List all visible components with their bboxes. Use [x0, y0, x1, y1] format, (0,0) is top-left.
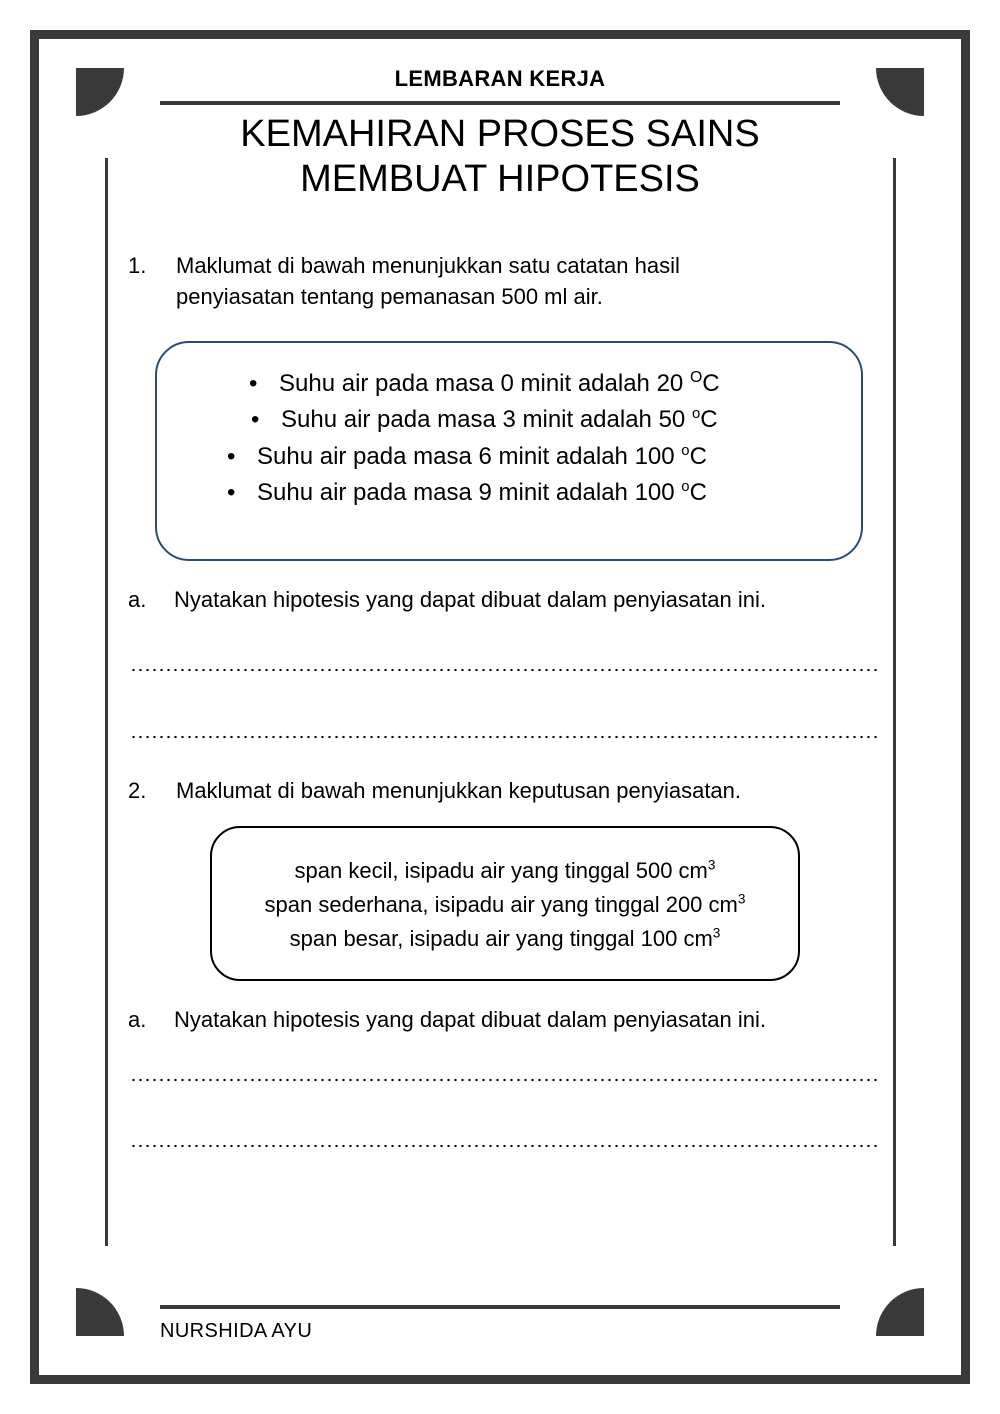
question-2a-text: Nyatakan hipotesis yang dapat dibuat dalam penyiasatan ini. — [174, 1007, 766, 1032]
page-title-line-2: MEMBUAT HIPOTESIS — [300, 157, 700, 200]
question-1-marker: 1. — [128, 253, 147, 278]
degree-symbol: o — [691, 406, 701, 423]
temperature-bullet-list — [227, 366, 720, 512]
result-line: span besar, isipadu air yang tinggal 100 $cm^3$ — [289, 925, 721, 952]
page-title-line-1: KEMAHIRAN PROSES SAINS — [240, 113, 760, 155]
unit-label: C — [700, 406, 718, 434]
question-1a — [128, 584, 868, 615]
question-2a — [128, 1004, 868, 1035]
question-2a-marker: a. — [128, 1007, 147, 1032]
unit-label: C — [689, 442, 707, 470]
list-item-label: Suhu air pada masa 6 minit adalah 100 $^o$C — [257, 442, 707, 470]
result-line: span kecil, isipadu air yang tinggal 500 $cm^3$ — [294, 857, 716, 883]
bullet-icon: • — [227, 479, 236, 507]
degree-symbol: o — [681, 479, 690, 496]
sponge-results-lines — [212, 854, 798, 956]
unit-label: C — [702, 370, 720, 397]
list-item-label: Suhu air pada masa 0 minit adalah 20 $^O$C — [279, 369, 720, 397]
list-item — [249, 366, 720, 402]
list-item — [227, 475, 720, 511]
answer-line[interactable] — [130, 1078, 880, 1082]
answer-line[interactable] — [130, 668, 880, 672]
list-item — [227, 439, 720, 475]
unit-label: C — [689, 479, 707, 507]
superscript-three: 3 — [712, 925, 721, 941]
list-item — [251, 402, 720, 438]
question-1a-text: Nyatakan hipotesis yang dapat dibuat dalam penyiasatan ini. — [174, 587, 766, 612]
question-2-text: Maklumat di bawah menunjukkan keputusan penyiasatan. — [176, 778, 742, 803]
question-1a-marker: a. — [128, 587, 147, 612]
degree-symbol: o — [681, 442, 690, 459]
footer-author: NURSHIDA AYU — [160, 1320, 313, 1342]
result-line: span sederhana, isipadu air yang tinggal 200 $cm^3$ — [264, 891, 746, 918]
list-item-label: Suhu air pada masa 9 minit adalah 100 $^o$C — [257, 479, 707, 507]
list-item-label: Suhu air pada masa 3 minit adalah 50 $^o$C — [281, 406, 718, 434]
info-box-sponge-results — [210, 826, 800, 981]
superscript-three: 3 — [707, 857, 716, 873]
question-1-text: Maklumat di bawah menunjukkan satu catatan hasil penyiasatan tentang pemanasan 500 ml air. — [176, 253, 680, 310]
question-2-marker: 2. — [128, 778, 147, 803]
bullet-icon: • — [227, 442, 236, 470]
question-1 — [128, 250, 748, 312]
answer-line[interactable] — [130, 735, 880, 739]
info-box-temperature-readings — [155, 341, 863, 561]
superscript-three: 3 — [737, 891, 746, 907]
bullet-icon: • — [251, 406, 260, 434]
bullet-icon: • — [249, 370, 258, 397]
degree-symbol: O — [689, 369, 703, 386]
question-2 — [128, 775, 868, 806]
worksheet-kicker: LEMBARAN KERJA — [394, 66, 606, 91]
answer-line[interactable] — [130, 1144, 880, 1148]
